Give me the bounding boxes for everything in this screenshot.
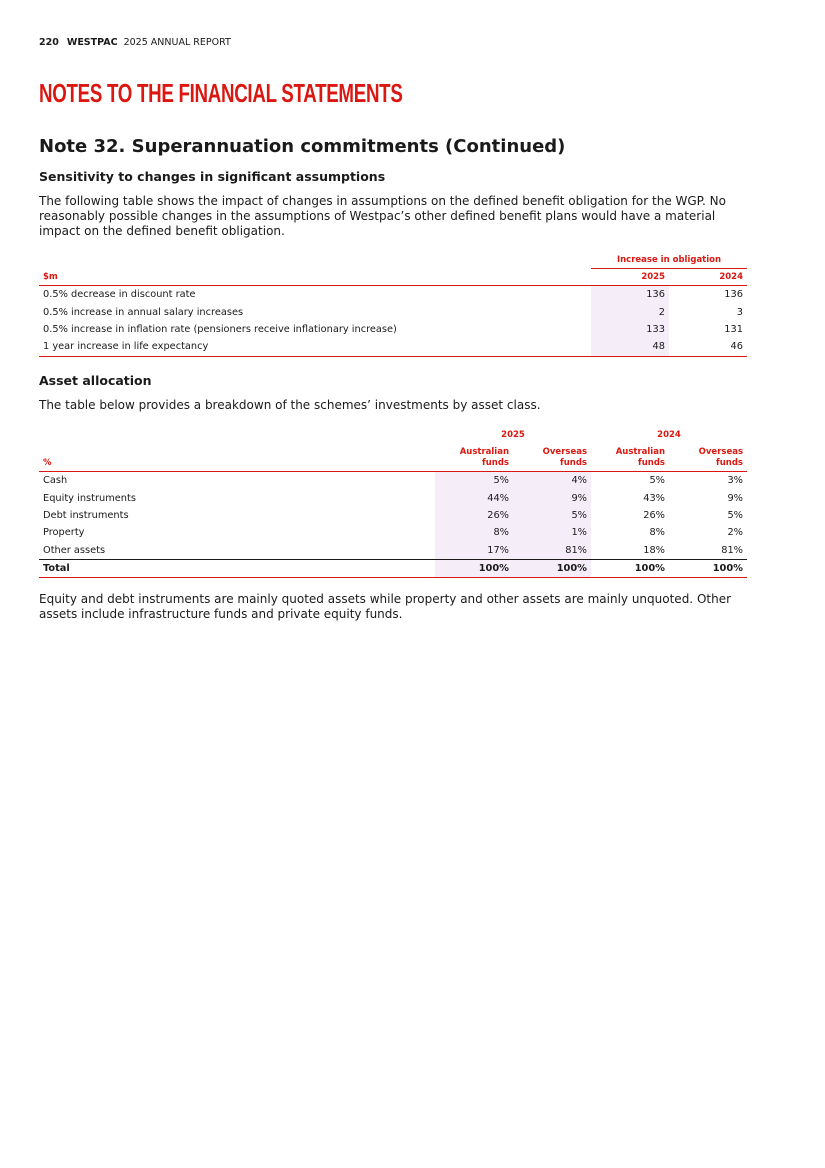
table-row xyxy=(39,489,747,506)
value-2025: 133 xyxy=(591,321,669,338)
table-row xyxy=(39,303,747,320)
page-number: 220 xyxy=(39,37,59,48)
col-2025-header: 2025 xyxy=(591,269,669,286)
aus-funds-2025: 44% xyxy=(435,489,513,506)
sensitivity-table xyxy=(39,252,747,357)
aus-funds-2025: 26% xyxy=(435,507,513,524)
year-2024-header: 2024 xyxy=(657,430,681,440)
value-2024: 131 xyxy=(724,323,743,335)
overseas-funds-2024: 3% xyxy=(727,475,743,487)
note-title: Note 32. Superannuation commitments (Continued) xyxy=(39,136,566,157)
unit-label: $m xyxy=(39,269,591,286)
aus-funds-2024: 26% xyxy=(643,509,665,521)
value-2024: 3 xyxy=(736,306,743,318)
row-label: Total xyxy=(39,559,435,577)
table-row xyxy=(39,321,747,338)
overseas-funds-2024: 81% xyxy=(721,544,743,556)
table-row xyxy=(39,507,747,524)
aus-funds-2025: 5% xyxy=(435,472,513,490)
value-2025: 136 xyxy=(591,286,669,304)
row-label: Equity instruments xyxy=(43,492,136,504)
overseas-funds-2024: 5% xyxy=(727,509,743,521)
aus-funds-2024: 18% xyxy=(643,544,665,556)
table-row xyxy=(39,472,747,490)
section-title: NOTES TO THE FINANCIAL STATEMENTS xyxy=(39,78,403,108)
sensitivity-intro: The following table shows the impact of changes in assumptions on the defined benefit obligation for the WGP. No reasonably possible changes in the assumptions of Westpac’s other defined benefit plans would have a material impact on the defined benefit obligation. xyxy=(39,194,726,238)
aus-funds-2024: 43% xyxy=(643,492,665,504)
table-row xyxy=(39,338,747,356)
asset-allocation-table xyxy=(39,427,747,578)
allocation-footnote: Equity and debt instruments are mainly quoted assets while property and other assets are mainly unquoted. Other assets include infrastructure funds and private equity funds. xyxy=(39,592,732,621)
running-header xyxy=(39,37,231,48)
overseas-funds-2024: 2% xyxy=(727,527,743,539)
overseas-funds-2025: 5% xyxy=(513,507,591,524)
value-2025: 2 xyxy=(591,303,669,320)
aus-funds-2025: 17% xyxy=(435,542,513,560)
overseas-funds-2025: 4% xyxy=(513,472,591,490)
year-2025-header: 2025 xyxy=(501,430,525,440)
value-2025: 48 xyxy=(591,338,669,356)
row-label: 0.5% increase in inflation rate (pensioners receive inflationary increase) xyxy=(43,323,397,335)
increase-in-obligation-header: Increase in obligation xyxy=(591,252,747,269)
overseas-funds-2024-header: Overseas funds xyxy=(669,443,747,472)
aus-funds-2024: 100% xyxy=(591,559,669,577)
col-2024-header: 2024 xyxy=(669,269,747,286)
aus-funds-2024: 5% xyxy=(649,475,665,487)
percent-label: % xyxy=(39,443,435,472)
value-2024: 136 xyxy=(724,289,743,301)
value-2024: 46 xyxy=(669,338,747,356)
overseas-funds-2025: 1% xyxy=(513,524,591,541)
table-row xyxy=(39,542,747,560)
overseas-funds-2025: 9% xyxy=(513,489,591,506)
total-row xyxy=(39,559,747,577)
overseas-funds-2025-header: Overseas funds xyxy=(513,443,591,472)
overseas-funds-2024: 9% xyxy=(727,492,743,504)
row-label: 1 year increase in life expectancy xyxy=(39,338,591,356)
overseas-funds-2024: 100% xyxy=(669,559,747,577)
report-name: 2025 ANNUAL REPORT xyxy=(123,37,231,48)
table-row xyxy=(39,286,747,304)
table-row xyxy=(39,524,747,541)
row-label: Other assets xyxy=(43,544,106,556)
row-label: Property xyxy=(43,527,85,539)
aus-funds-2025-header: Australian funds xyxy=(435,443,513,472)
overseas-funds-2025: 100% xyxy=(513,559,591,577)
row-label: 0.5% decrease in discount rate xyxy=(43,289,196,301)
row-label: 0.5% increase in annual salary increases xyxy=(43,306,244,318)
aus-funds-2025: 8% xyxy=(435,524,513,541)
overseas-funds-2025: 81% xyxy=(513,542,591,560)
aus-funds-2025: 100% xyxy=(435,559,513,577)
brand-name: WESTPAC xyxy=(66,37,118,48)
aus-funds-2024-header: Australian funds xyxy=(591,443,669,472)
row-label: Cash xyxy=(43,475,68,487)
sensitivity-heading: Sensitivity to changes in significant assumptions xyxy=(39,169,386,184)
row-label: Debt instruments xyxy=(43,509,129,521)
aus-funds-2024: 8% xyxy=(649,527,665,539)
allocation-intro: The table below provides a breakdown of the schemes’ investments by asset class. xyxy=(39,398,541,412)
allocation-heading: Asset allocation xyxy=(39,373,152,388)
